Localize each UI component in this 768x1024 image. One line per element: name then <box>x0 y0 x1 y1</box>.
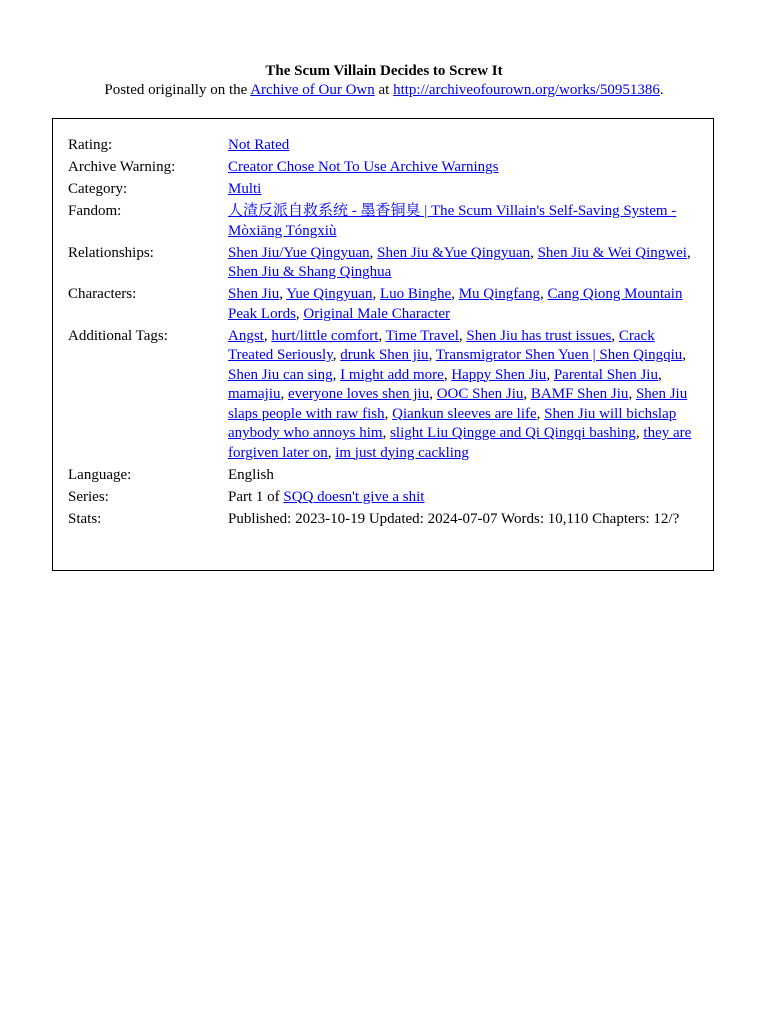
tag-link[interactable]: Qiankun sleeves are life <box>392 405 537 422</box>
relationships-value: Shen Jiu/Yue Qingyuan, Shen Jiu &Yue Qingyuan, Shen Jiu & Wei Qingwei, Shen Jiu & Shang Qinghua <box>228 244 691 280</box>
work-title: The Scum Villain Decides to Screw It <box>265 63 503 79</box>
language-value: English <box>228 466 274 483</box>
character-link[interactable]: Luo Binghe <box>379 286 452 302</box>
relationship-link[interactable]: Shen Jiu & Shang Qinghua <box>228 264 392 280</box>
tag-link[interactable]: Shen Jiu will bichslap anybody who annoys him <box>228 405 677 441</box>
tag-link[interactable]: Angst <box>228 327 264 344</box>
stats-row <box>68 510 703 532</box>
rating-row <box>68 136 703 158</box>
fandom-value <box>228 202 703 244</box>
tag-link[interactable]: slight Liu Qingge and Qi Qingqi bashing <box>390 425 636 441</box>
tag-link[interactable]: Time Travel <box>385 327 459 344</box>
tag-link[interactable]: Parental Shen Jiu <box>553 366 658 383</box>
fandom-row <box>68 202 703 244</box>
characters-value: Shen Jiu, Yue Qingyuan, Luo Binghe, Mu Qingfang, Cang Qiong Mountain Peak Lords, Original Male Character <box>228 286 683 322</box>
characters-row <box>68 285 703 327</box>
character-link[interactable]: Shen Jiu <box>228 286 280 302</box>
category-label: Category: <box>68 181 128 197</box>
rating-label: Rating: <box>68 137 113 153</box>
fandom-label: Fandom: <box>68 203 122 219</box>
work-url-link[interactable]: http://archiveofourown.org/works/50951386 <box>393 82 660 98</box>
series-label: Series: <box>68 488 109 505</box>
tag-link[interactable]: I might add more <box>340 366 444 383</box>
warning-row <box>68 158 703 180</box>
warning-label: Archive Warning: <box>68 159 176 175</box>
tag-link[interactable]: hurt/little comfort <box>271 327 379 344</box>
relationship-link[interactable]: Shen Jiu & Wei Qingwei <box>537 244 687 261</box>
character-link[interactable]: Yue Qingyuan <box>286 286 373 302</box>
series-value <box>228 488 703 510</box>
language-row <box>68 466 703 488</box>
tag-link[interactable]: Happy Shen Jiu <box>451 366 547 383</box>
posted-suffix: . <box>659 82 664 98</box>
language-label: Language: <box>68 466 132 483</box>
tag-link[interactable]: BAMF Shen Jiu <box>530 386 629 402</box>
tag-link[interactable]: Shen Jiu has trust issues <box>466 327 612 344</box>
character-link[interactable]: Original Male Character <box>303 305 451 322</box>
character-link[interactable]: Mu Qingfang <box>458 286 540 302</box>
posted-prefix: Posted originally on the <box>104 82 251 98</box>
tag-link[interactable]: mamajiu <box>228 386 281 402</box>
series-link[interactable]: SQQ doesn't give a shit <box>283 488 425 505</box>
tag-link[interactable]: Shen Jiu can sing <box>228 366 333 383</box>
tag-link[interactable]: drunk Shen jiu <box>340 347 429 363</box>
tag-link[interactable]: Transmigrator Shen Yuen | Shen Qingqiu <box>435 347 683 363</box>
tag-link[interactable]: they are forgiven later on <box>228 425 692 461</box>
character-link[interactable]: Cang Qiong Mountain Peak Lords <box>228 286 683 322</box>
tags-label: Additional Tags: <box>68 327 168 344</box>
rating-value <box>228 136 703 158</box>
stats-label: Stats: <box>68 510 102 527</box>
posted-mid: at <box>374 82 394 98</box>
archive-link[interactable]: Archive of Our Own <box>250 82 375 98</box>
relationship-link[interactable]: Shen Jiu/Yue Qingyuan <box>228 244 370 261</box>
fandom-link[interactable]: 人渣反派自救系统 - 墨香铜臭 | The Scum Villain's Self-Saving System - Mòxiāng Tóngxiù <box>228 203 677 239</box>
relationships-label: Relationships: <box>68 244 154 261</box>
tag-link[interactable]: im just dying cackling <box>335 444 469 461</box>
category-row <box>68 180 703 202</box>
tag-link[interactable]: OOC Shen Jiu <box>436 386 524 402</box>
warning-link[interactable]: Creator Chose Not To Use Archive Warnings <box>228 159 499 175</box>
tag-link[interactable]: Crack Treated Seriously <box>228 327 655 363</box>
tag-link[interactable]: everyone loves shen jiu <box>288 386 430 402</box>
characters-label: Characters: <box>68 286 137 302</box>
rating-link[interactable]: Not Rated <box>228 137 290 153</box>
series-row <box>68 488 703 510</box>
stats-value: Published: 2023-10-19 Updated: 2024-07-07 Words: 10,110 Chapters: 12/? <box>228 510 680 527</box>
category-value <box>228 180 703 202</box>
relationships-row <box>68 244 703 286</box>
tags-row <box>68 327 703 466</box>
tag-link[interactable]: Shen Jiu slaps people with raw fish <box>228 386 688 422</box>
metadata-box <box>52 118 714 571</box>
metadata-table <box>68 136 703 532</box>
category-link[interactable]: Multi <box>228 181 262 197</box>
tags-value: Angst, hurt/little comfort, Time Travel, Shen Jiu has trust issues, Crack Treated Seriously, drunk Shen jiu, Transmigrator Shen Yuen | Shen Qingqiu, Shen Jiu can sing, I might add more, Happy Shen Jiu, Parental Shen Jiu, mamajiu, everyone loves shen jiu, OOC Shen Jiu, BAMF Shen Jiu, Shen Jiu slaps people with raw fish, Qiankun sleeves are life, Shen Jiu will bichslap anybody who annoys him, slight Liu Qingge and Qi Qingqi bashing, they are forgiven later on, im just dying cackling <box>228 327 692 461</box>
posted-line <box>0 81 768 101</box>
series-prefix: Part 1 of <box>228 488 284 505</box>
relationship-link[interactable]: Shen Jiu &Yue Qingyuan <box>377 244 531 261</box>
warning-value <box>228 158 703 180</box>
